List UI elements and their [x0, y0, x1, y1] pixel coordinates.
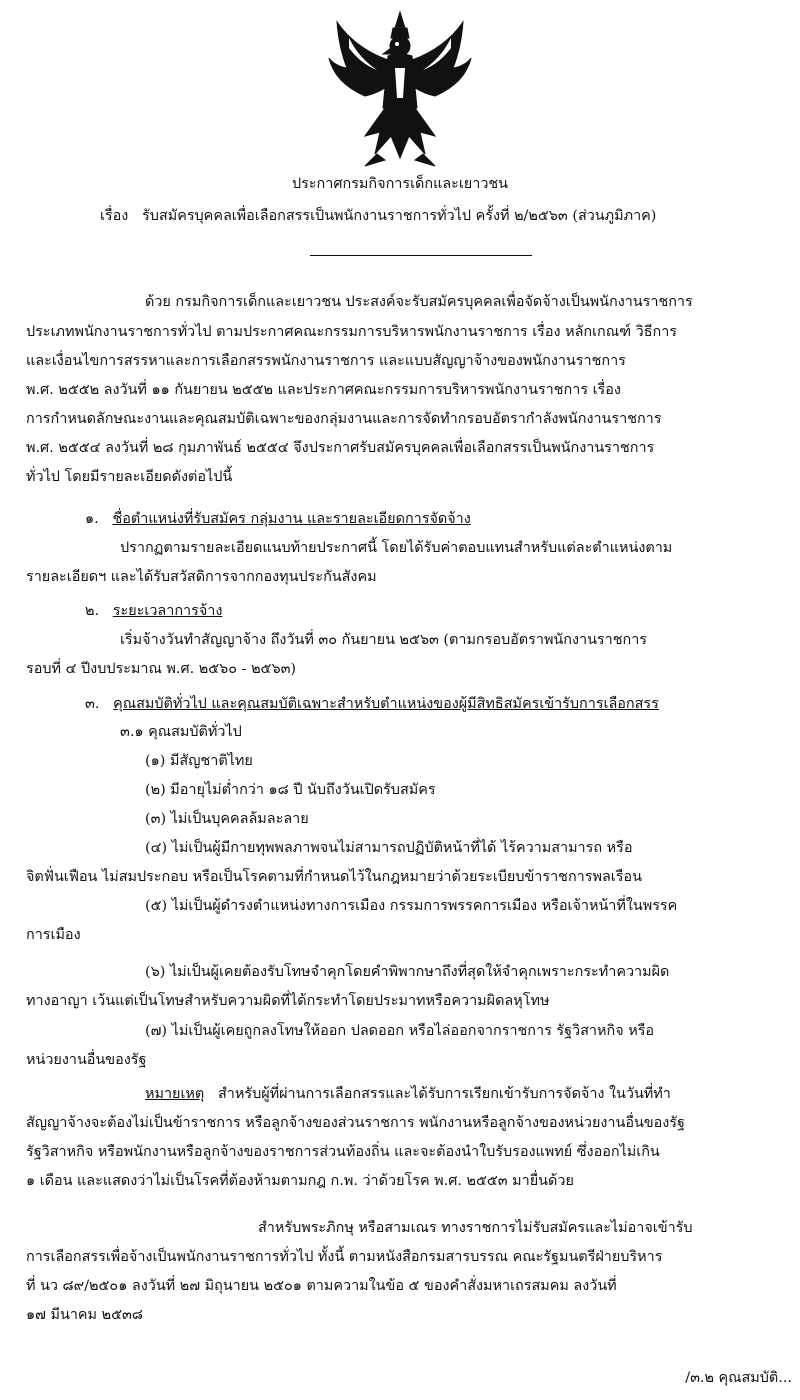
qualification-item: (๕) ไม่เป็นผู้ดำรงตำแหน่งทางการเมือง กรรมการพรรคการเมือง หรือเจ้าหน้าที่ในพรรค [145, 898, 678, 914]
note-label: หมายเหตุ [145, 1086, 205, 1102]
garuda-emblem-icon [325, 8, 475, 168]
qualification-item-cont: จิตฟั่นเฟือน ไม่สมประกอบ หรือเป็นโรคตามที่กำหนดไว้ในกฎหมายว่าด้วยระเบียบข้าราชการพลเรือน [26, 869, 642, 885]
header-divider [310, 255, 532, 256]
section-3-number: ๓. [85, 696, 100, 712]
qualification-item-cont: การเมือง [26, 927, 81, 943]
page-continuation: /๓.๒ คุณสมบัติ... [685, 1370, 792, 1386]
intro-line: ด้วย กรมกิจการเด็กและเยาวชน ประสงค์จะรับสมัครบุคคลเพื่อจัดจ้างเป็นพนักงานราชการ [145, 294, 693, 310]
note-line: รัฐวิสาหกิจ หรือพนักงานหรือลูกจ้างของราชการส่วนท้องถิ่น และจะต้องนำใบรับรองแพทย์ ซึ่งออกไม่เกิน [26, 1144, 660, 1160]
qualification-item: (๔) ไม่เป็นผู้มีกายทุพพลภาพจนไม่สามารถปฏิบัติหน้าที่ได้ ไร้ความสามารถ หรือ [145, 840, 633, 856]
section-1-title: ชื่อตำแหน่งที่รับสมัคร กลุ่มงาน และรายละเอียดการจัดจ้าง [112, 511, 471, 527]
qualification-item: (๓) ไม่เป็นบุคคลล้มละลาย [145, 811, 309, 827]
note-first-line [145, 1084, 671, 1104]
section-1-number: ๑. [85, 511, 99, 527]
intro-line: พ.ศ. ๒๕๕๒ ลงวันที่ ๑๑ กันยายน ๒๕๕๒ และประกาศคณะกรรมการบริหารพนักงานราชการ เรื่อง [26, 382, 621, 398]
section-1-line: รายละเอียดฯ และได้รับสวัสดิการจากกองทุนประกันสังคม [26, 569, 377, 585]
note-line: สัญญาจ้างจะต้องไม่เป็นข้าราชการ หรือลูกจ้างของส่วนราชการ พนักงานหรือลูกจ้างของหน่วยงานอื่นของรัฐ [26, 1115, 685, 1131]
note-text: สำหรับผู้ที่ผ่านการเลือกสรรและได้รับการเรียกเข้ารับการจัดจ้าง ในวันที่ทำ [217, 1086, 671, 1102]
section-3-heading [85, 694, 659, 714]
announcement-title: ประกาศกรมกิจการเด็กและเยาวชน [291, 176, 509, 192]
subsection-3-1-title: ๓.๑ คุณสมบัติทั่วไป [120, 724, 242, 740]
qualification-item: (๗) ไม่เป็นผู้เคยถูกลงโทษให้ออก ปลดออก หรือไล่ออกจากราชการ รัฐวิสาหกิจ หรือ [145, 1023, 655, 1039]
section-2-line: เริ่มจ้างวันทำสัญญาจ้าง ถึงวันที่ ๓๐ กันยายน ๒๕๖๓ (ตามกรอบอัตราพนักงานราชการ [120, 632, 648, 648]
note-line: ๑ เดือน และแสดงว่าไม่เป็นโรคที่ต้องห้ามตามกฎ ก.พ. ว่าด้วยโรค พ.ศ. ๒๕๕๓ มายื่นด้วย [26, 1173, 574, 1189]
qualification-item: (๖) ไม่เป็นผู้เคยต้องรับโทษจำคุกโดยคำพิพากษาถึงที่สุดให้จำคุกเพราะกระทำความผิด [145, 964, 670, 980]
intro-line: พ.ศ. ๒๕๕๔ ลงวันที่ ๒๘ กุมภาพันธ์ ๒๕๕๔ จึงประกาศรับสมัครบุคคลเพื่อเลือกสรรเป็นพนักงานราชการ [26, 440, 655, 456]
subject-text: รับสมัครบุคคลเพื่อเลือกสรรเป็นพนักงานราชการทั่วไป ครั้งที่ ๒/๒๕๖๓ (ส่วนภูมิภาค) [142, 208, 657, 224]
qualification-item: (๒) มีอายุไม่ต่ำกว่า ๑๘ ปี นับถึงวันเปิดรับสมัคร [145, 782, 436, 798]
section-1-heading [85, 509, 471, 529]
monk-line: ที่ นว ๘๙/๒๕๐๑ ลงวันที่ ๒๗ มิถุนายน ๒๕๐๑ ตามความในข้อ ๕ ของคำสั่งมหาเถรสมคม ลงวันที่ [26, 1278, 617, 1294]
monk-line: การเลือกสรรเพื่อจ้างเป็นพนักงานราชการทั่วไป ทั้งนี้ ตามหนังสือกรมสารบรรณ คณะรัฐมนตรีฝ่ายบริหาร [26, 1249, 663, 1265]
section-3-title: คุณสมบัติทั่วไป และคุณสมบัติเฉพาะสำหรับตำแหน่งของผู้มีสิทธิสมัครเข้ารับการเลือกสรร [113, 696, 659, 712]
intro-line: ประเภทพนักงานราชการทั่วไป ตามประกาศคณะกรรมการบริหารพนักงานราชการ เรื่อง หลักเกณฑ์ วิธีการ [26, 324, 678, 340]
intro-line: การกำหนดลักษณะงานและคุณสมบัติเฉพาะของกลุ่มงานและการจัดทำกรอบอัตรากำลังพนักงานราชการ [26, 411, 662, 427]
section-1-line: ปรากฏตามรายละเอียดแนบท้ายประกาศนี้ โดยได้รับค่าตอบแทนสำหรับแต่ละตำแหน่งตาม [120, 540, 673, 556]
qualification-item: (๑) มีสัญชาติไทย [145, 753, 253, 769]
qualification-item-cont: ทางอาญา เว้นแต่เป็นโทษสำหรับความผิดที่ได้กระทำโดยประมาทหรือความผิดลหุโทษ [26, 993, 550, 1009]
section-2-heading [85, 601, 222, 621]
intro-line: และเงื่อนไขการสรรหาและการเลือกสรรพนักงานราชการ และแบบสัญญาจ้างของพนักงานราชการ [26, 353, 626, 369]
intro-line: ทั่วไป โดยมีรายละเอียดดังต่อไปนี้ [26, 469, 233, 485]
subject-prefix: เรื่อง [100, 208, 129, 224]
section-2-number: ๒. [85, 603, 100, 619]
monk-line: สำหรับพระภิกษุ หรือสามเณร ทางราชการไม่รับสมัครและไม่อาจเข้ารับ [258, 1220, 693, 1236]
monk-line: ๑๗ มีนาคม ๒๕๓๘ [26, 1307, 143, 1323]
section-2-line: รอบที่ ๔ ปีงบประมาณ พ.ศ. ๒๕๖๐ - ๒๕๖๓) [26, 661, 297, 677]
subject-line [100, 206, 656, 226]
qualification-item-cont: หน่วยงานอื่นของรัฐ [26, 1052, 147, 1068]
section-2-title: ระยะเวลาการจ้าง [112, 603, 223, 619]
